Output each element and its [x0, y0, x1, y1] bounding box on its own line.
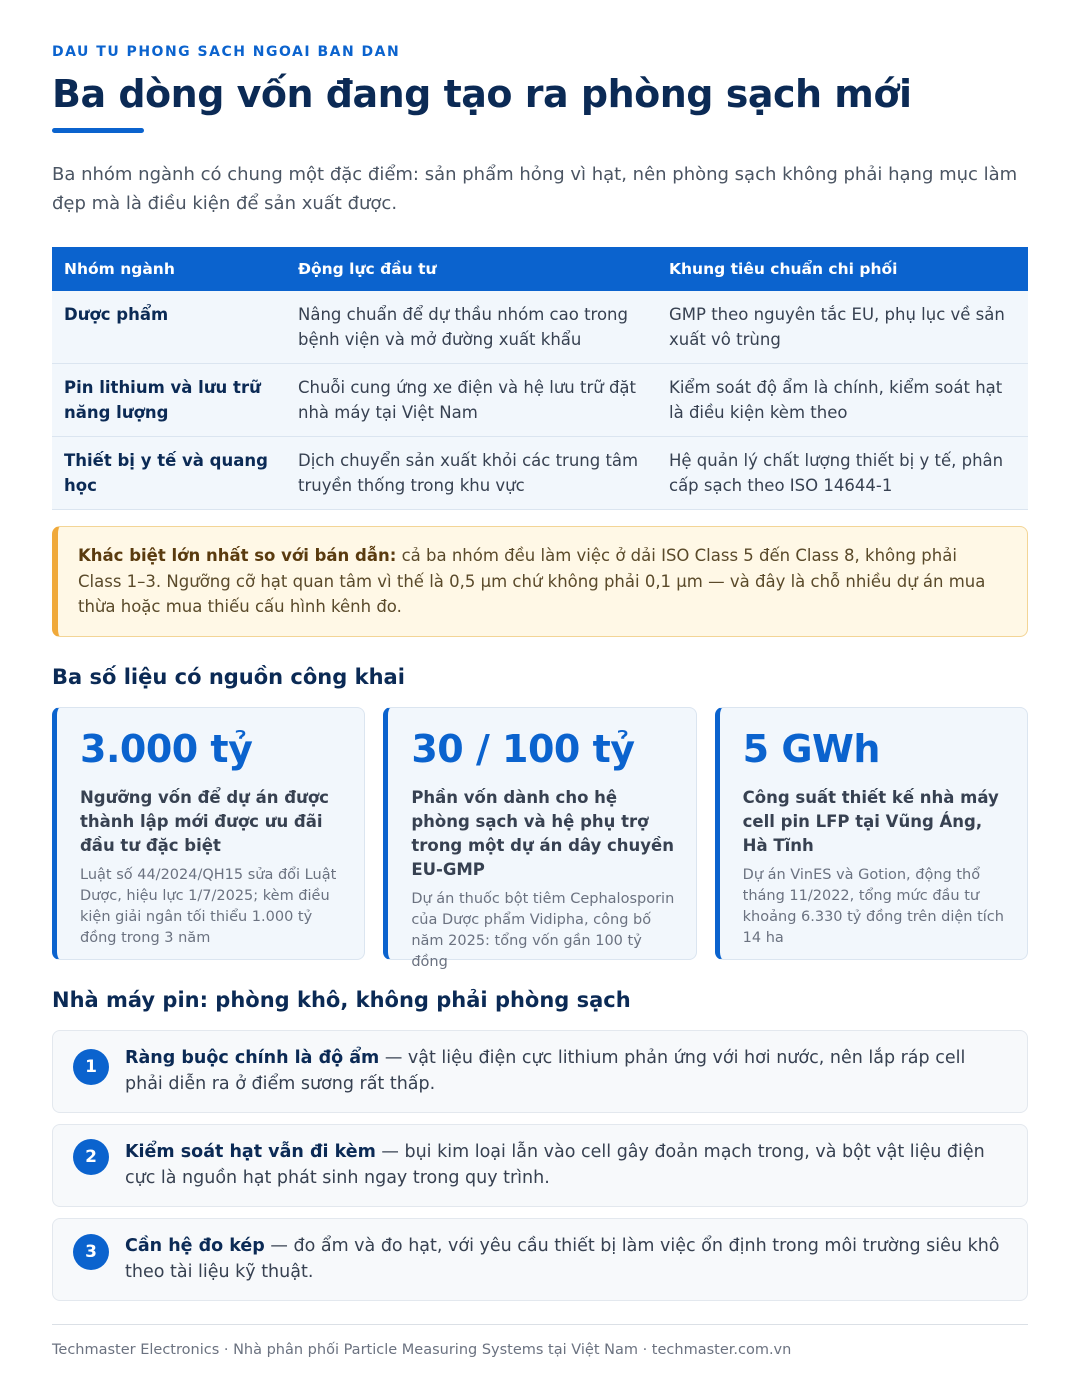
step-item	[52, 1218, 1028, 1301]
page-title: Ba dòng vốn đang tạo ra phòng sạch mới	[52, 72, 912, 116]
stat-value: 3.000 tỷ	[80, 727, 253, 771]
step-number-badge: 2	[73, 1139, 109, 1175]
callout-note	[52, 526, 1028, 637]
footer-divider	[52, 1324, 1028, 1325]
step-item	[52, 1030, 1028, 1113]
table-cell: Hệ quản lý chất lượng thiết bị y tế, phân cấp sạch theo ISO 14644-1	[657, 437, 1028, 510]
section-eyebrow: DAU TU PHONG SACH NGOAI BAN DAN	[52, 44, 401, 60]
table-header-row	[52, 247, 1028, 291]
industry-table	[52, 247, 1028, 510]
table-row	[52, 291, 1028, 364]
battery-steps	[52, 1030, 1028, 1312]
callout-text: cả ba nhóm đều làm việc ở dải ISO Class 5 đến Class 8, không phải Class 1–3. Ngưỡng cỡ hạt quan tâm vì thế là 0,5 µm chứ không phải 0,1 µm — và đây là chỗ nhiều dự án mua thừa hoặc mua thiếu cấu hình kênh đo.	[78, 546, 986, 616]
table-cell: Nâng chuẩn để dự thầu nhóm cao trong bệnh viện và mở đường xuất khẩu	[286, 291, 657, 364]
stat-label: Phần vốn dành cho hệ phòng sạch và hệ phụ trợ trong một dự án dây chuyền EU-GMP	[411, 788, 674, 879]
column-header: Khung tiêu chuẩn chi phối	[657, 247, 1028, 291]
battery-heading: Nhà máy pin: phòng khô, không phải phòng sạch	[52, 988, 631, 1012]
footer-text: Techmaster Electronics · Nhà phân phối Particle Measuring Systems tại Việt Nam · techmaster.com.vn	[52, 1342, 792, 1358]
table-cell: Kiểm soát độ ẩm là chính, kiểm soát hạt là điều kiện kèm theo	[657, 364, 1028, 437]
step-number-badge: 1	[73, 1049, 109, 1085]
table-row	[52, 437, 1028, 510]
step-lead: Cần hệ đo kép	[125, 1236, 265, 1256]
stats-row	[52, 707, 1028, 970]
table-row	[52, 364, 1028, 437]
table-cell: Chuỗi cung ứng xe điện và hệ lưu trữ đặt nhà máy tại Việt Nam	[286, 364, 657, 437]
stats-heading: Ba số liệu có nguồn công khai	[52, 665, 405, 689]
stat-source: Dự án VinES và Gotion, động thổ tháng 11/2022, tổng mức đầu tư khoảng 6.330 tỷ đồng trên diện tích 14 ha	[742, 867, 1004, 946]
table-cell: GMP theo nguyên tắc EU, phụ lục về sản xuất vô trùng	[657, 291, 1028, 364]
step-text: — bụi kim loại lẫn vào cell gây đoản mạch trong, và bột vật liệu điện cực là nguồn hạt phát sinh ngay trong quy trình.	[125, 1142, 985, 1188]
stat-source: Dự án thuốc bột tiêm Cephalosporin của Dược phẩm Vidipha, công bố năm 2025: tổng vốn gần 100 tỷ đồng	[411, 891, 675, 970]
table-cell: Pin lithium và lưu trữ năng lượng	[52, 364, 286, 437]
intro-paragraph: Ba nhóm ngành có chung một đặc điểm: sản phẩm hỏng vì hạt, nên phòng sạch không phải hạng mục làm đẹp mà là điều kiện để sản xuất được.	[52, 164, 1018, 214]
step-number-badge: 3	[73, 1234, 109, 1270]
step-text: — đo ẩm và đo hạt, với yêu cầu thiết bị làm việc ổn định trong môi trường siêu khô theo tài liệu kỹ thuật.	[125, 1236, 1000, 1282]
table-cell: Dịch chuyển sản xuất khỏi các trung tâm truyền thống trong khu vực	[286, 437, 657, 510]
column-header: Nhóm ngành	[52, 247, 286, 291]
stat-card	[383, 707, 696, 970]
stat-label: Công suất thiết kế nhà máy cell pin LFP tại Vũng Áng, Hà Tĩnh	[742, 788, 999, 855]
stat-card	[715, 707, 1028, 960]
step-lead: Kiểm soát hạt vẫn đi kèm	[125, 1142, 376, 1162]
step-lead: Ràng buộc chính là độ ẩm	[125, 1048, 380, 1068]
column-header: Động lực đầu tư	[286, 247, 657, 291]
stat-value: 30 / 100 tỷ	[411, 727, 635, 771]
stat-card	[52, 707, 365, 960]
stat-value: 5 GWh	[742, 727, 880, 771]
title-underline	[52, 128, 144, 133]
table-cell: Dược phẩm	[52, 291, 286, 364]
callout-lead: Khác biệt lớn nhất so với bán dẫn:	[78, 546, 397, 565]
stat-label: Ngưỡng vốn để dự án được thành lập mới được ưu đãi đầu tư đặc biệt	[80, 788, 329, 855]
step-text: — vật liệu điện cực lithium phản ứng với hơi nước, nên lắp ráp cell phải diễn ra ở điểm sương rất thấp.	[125, 1048, 966, 1094]
stat-source: Luật số 44/2024/QH15 sửa đổi Luật Dược, hiệu lực 1/7/2025; kèm điều kiện giải ngân tối thiểu 1.000 tỷ đồng trong 3 năm	[80, 867, 337, 946]
table-cell: Thiết bị y tế và quang học	[52, 437, 286, 510]
step-item	[52, 1124, 1028, 1207]
